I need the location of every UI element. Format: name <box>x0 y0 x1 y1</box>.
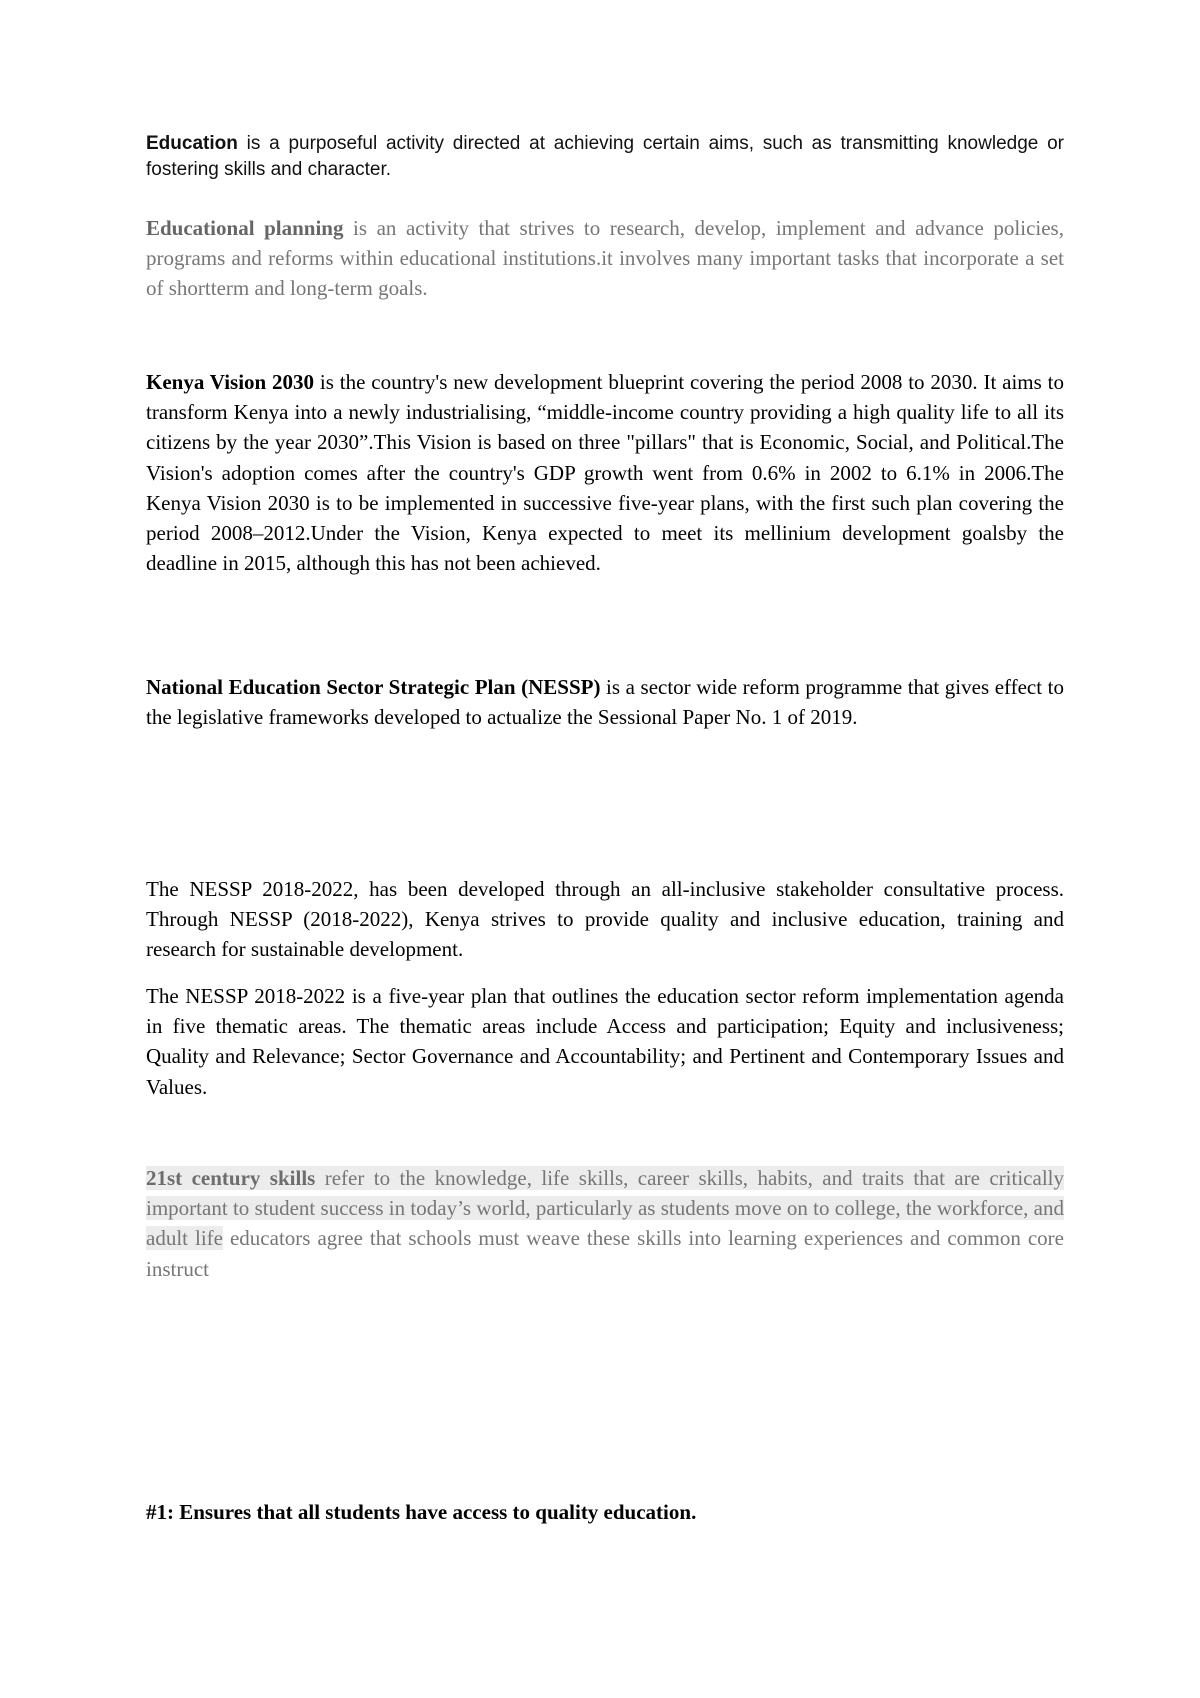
nessp-definition: is a sector wide reform programme that gives effect to the legislative frameworks developed to actualize the Sessional Paper No. 1 of 2019. <box>146 675 1065 730</box>
nessp-plan-paragraph: The NESSP 2018-2022 is a five-year plan that outlines the education sector reform implementation agenda in five thematic areas. The thematic areas include Access and participation; Equity and inclusiveness; Quality and Relevance; Sector Governance and Accountability; and Pertinent and Contemporary Issues and Values. <box>146 984 1064 1099</box>
nessp-process-paragraph: The NESSP 2018-2022, has been developed through an all-inclusive stakeholder consultative process. Through NESSP (2018-2022), Kenya strives to provide quality and inclusive education, training and research for sustainable development. <box>146 877 1064 962</box>
skills-highlighted-definition: refer to the knowledge, life skills, career skills, habits, and traits that are critically important to student success in today’s world, particularly as students move on to college, the workforce, and adult life <box>146 1166 1064 1251</box>
educational-planning-definition: is an activity that strives to research, develop, implement and advance policies, programs and reforms within educational institutions.it involves many important tasks that incorporate a set of shortterm and long-term goals. <box>146 216 1064 301</box>
education-definition: is a purposeful activity directed at achieving certain aims, such as transmitting knowledge or fostering skills and character. <box>146 133 1064 180</box>
education-paragraph <box>146 131 1064 183</box>
nessp-paragraph <box>146 672 1064 732</box>
skills-term: 21st century skills <box>146 1166 316 1190</box>
education-term: Education <box>146 133 238 154</box>
nessp-term: National Education Sector Strategic Plan (NESSP) <box>146 675 601 699</box>
skills-paragraph <box>146 1163 1064 1284</box>
kenya-vision-paragraph <box>146 367 1064 578</box>
skills-definition-rest: educators agree that schools must weave these skills into learning experiences and common core instruct <box>146 1226 1064 1281</box>
educational-planning-paragraph <box>146 213 1064 304</box>
kenya-vision-definition: is the country's new development blueprint covering the period 2008 to 2030. It aims to transform Kenya into a newly industrialising, “middle-income country providing a high quality life to all its citizens by the year 2030”.This Vision is based on three "pillars" that is Economic, Social, and Political.The Vision's adoption comes after the country's GDP growth went from 0.6% in 2002 to 6.1% in 2006.The Kenya Vision 2030 is to be implemented in successive five-year plans, with the first such plan covering the period 2008–2012.Under the Vision, Kenya expected to meet its mellinium development goalsby the deadline in 2015, although this has not been achieved. <box>146 370 1064 576</box>
kenya-vision-term: Kenya Vision 2030 <box>146 370 315 394</box>
section-heading: #1: Ensures that all students have access to quality education. <box>146 1500 697 1524</box>
educational-planning-term: Educational planning <box>146 216 344 240</box>
